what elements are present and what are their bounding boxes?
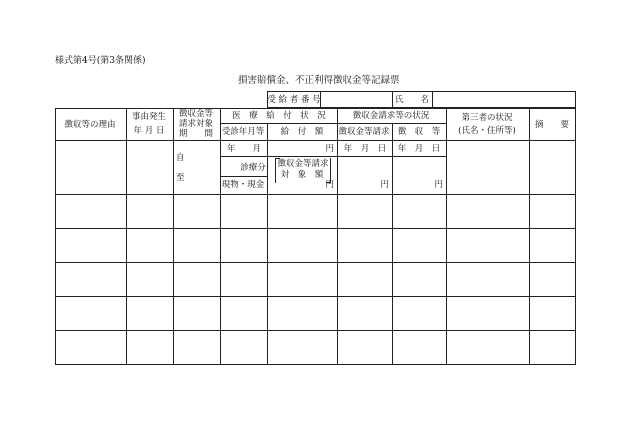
row-line — [55, 330, 576, 331]
claim-target-2: 対 象 額 — [280, 170, 324, 180]
col-collection: 徴 収 等 — [397, 127, 441, 137]
col-reason: 徴収等の理由 — [64, 120, 116, 130]
col-period-1: 徴収金等 — [178, 109, 214, 119]
collection-yen: 円 — [434, 180, 443, 190]
column-divider — [446, 108, 447, 365]
col-third-party-1: 第三者の状況 — [461, 113, 513, 123]
divider — [432, 91, 433, 108]
claim-yen: 円 — [380, 180, 389, 190]
claim-date: 年 月 日 — [343, 144, 387, 154]
col-occurrence-1: 事由発生 — [131, 112, 167, 122]
header-bottom-line — [55, 140, 576, 141]
col-occurrence-2: 年 月 日 — [133, 126, 165, 136]
column-divider — [529, 108, 530, 365]
subheader-line — [220, 123, 446, 124]
column-divider — [392, 123, 393, 365]
first-row-subline — [220, 156, 446, 157]
treatment-portion: 診療分 — [240, 163, 266, 173]
column-divider — [126, 108, 127, 365]
col-period-3: 期 間 — [178, 129, 214, 139]
col-treatment-month: 受診年月等 — [221, 127, 265, 137]
row-line — [55, 194, 576, 195]
col-claim: 徴収金等請求 — [338, 127, 390, 137]
benefit-yen-bottom: 円 — [325, 180, 334, 190]
treatment-year-month: 年 月 — [226, 144, 262, 154]
column-divider — [220, 108, 221, 365]
col-medical-group: 医 療 給 付 状 況 — [232, 111, 326, 121]
collection-date: 年 月 日 — [397, 144, 441, 154]
col-benefit-amount: 給 付 額 — [280, 127, 324, 137]
document-title: 損害賠償金、不正利得徴収金等記録票 — [238, 75, 400, 86]
recipient-number-label: 受 給 者 番 号 — [267, 95, 321, 105]
first-row-subline — [220, 176, 267, 177]
row-line — [55, 262, 576, 263]
goods-cash: 現物・現金 — [221, 180, 265, 190]
col-period-2: 請求対象 — [178, 119, 214, 129]
record-table — [55, 108, 576, 365]
column-divider — [173, 108, 174, 365]
row-line — [55, 228, 576, 229]
benefit-yen-top: 円 — [325, 144, 334, 154]
claim-target-1: 徴収金等請求 — [277, 159, 329, 169]
row-line — [55, 296, 576, 297]
period-from: 自 — [176, 153, 185, 163]
col-remarks: 摘 要 — [534, 120, 570, 130]
divider — [392, 91, 393, 108]
column-divider — [337, 108, 338, 365]
name-label: 氏 名 — [394, 95, 430, 105]
form-number: 様式第4号(第3条関係) — [55, 56, 146, 66]
col-third-party-2: (氏名・住所等) — [458, 126, 516, 136]
column-divider — [267, 123, 268, 365]
period-to: 至 — [176, 173, 185, 183]
col-collection-group: 徴収金請求等の状況 — [352, 111, 430, 121]
